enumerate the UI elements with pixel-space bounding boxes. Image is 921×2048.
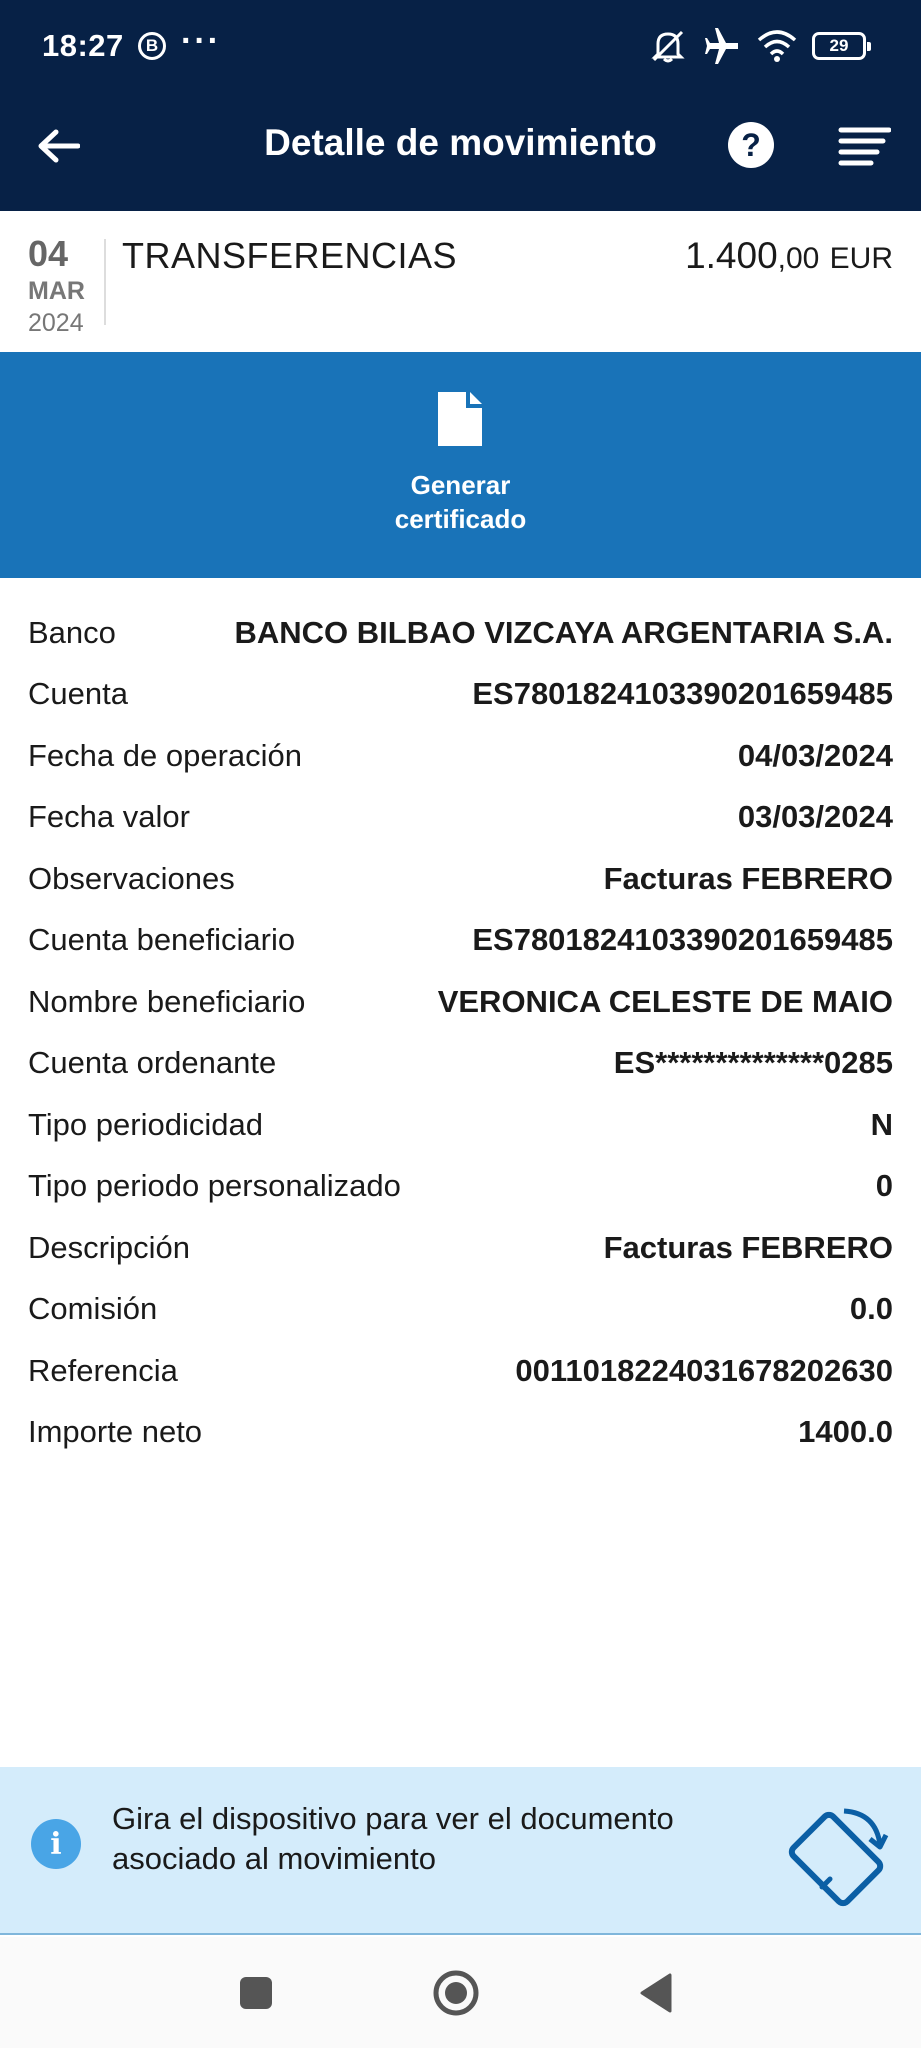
- app-header: [0, 92, 921, 211]
- detail-value: 04/03/2024: [737, 737, 893, 773]
- date-month: MAR: [28, 277, 85, 305]
- date-year: 2024: [28, 309, 84, 337]
- square-icon: [238, 1975, 274, 2011]
- amount-decimals: ,00: [777, 242, 820, 275]
- rotate-device-icon: [778, 1797, 894, 1913]
- status-bar: [0, 0, 921, 92]
- info-line-2: asociado al movimiento: [112, 1841, 436, 1876]
- detail-row-cuenta-beneficiario: [0, 910, 921, 972]
- generate-certificate-label: [0, 468, 921, 536]
- menu-icon[interactable]: [835, 124, 891, 168]
- triangle-back-icon: [636, 1973, 676, 2013]
- airplane-icon: [702, 28, 742, 64]
- detail-value: ES7801824103390201659485: [472, 922, 893, 958]
- detail-value: 03/03/2024: [737, 799, 893, 835]
- info-icon: i: [31, 1819, 81, 1869]
- detail-value: N: [870, 1106, 893, 1142]
- detail-row-nombre-beneficiario: [0, 971, 921, 1033]
- detail-row-fecha-valor: [0, 787, 921, 849]
- document-icon: [436, 390, 484, 448]
- more-notifications-icon: ···: [181, 22, 221, 60]
- detail-value: ES7801824103390201659485: [472, 676, 893, 712]
- battery-icon: 29: [812, 32, 866, 60]
- detail-value: 0.0: [849, 1291, 893, 1327]
- detail-row-observaciones: [0, 848, 921, 910]
- detail-value: BANCO BILBAO VIZCAYA ARGENTARIA S.A.: [234, 614, 893, 650]
- home-button[interactable]: [430, 1967, 482, 2019]
- wifi-icon: [756, 28, 798, 64]
- detail-value: 0: [875, 1168, 893, 1204]
- amount-currency: EUR: [829, 242, 893, 275]
- detail-label: Cuenta beneficiario: [28, 922, 296, 958]
- mute-icon: [648, 28, 688, 64]
- detail-label: Banco: [28, 614, 116, 650]
- detail-label: Comisión: [28, 1291, 158, 1327]
- detail-label: Importe neto: [28, 1414, 203, 1450]
- date-day: 04: [28, 233, 69, 274]
- detail-row-tipo-periodicidad: [0, 1094, 921, 1156]
- detail-row-descripcion: [0, 1217, 921, 1279]
- detail-label: Cuenta ordenante: [28, 1045, 277, 1081]
- amount-integer: 1.400: [685, 235, 778, 276]
- back-nav-button[interactable]: [630, 1967, 682, 2019]
- top-bar: [0, 0, 921, 211]
- system-navigation-bar: [0, 1937, 921, 2048]
- detail-value: ES**************0285: [613, 1045, 893, 1081]
- divider: [104, 239, 106, 325]
- detail-row-tipo-periodo-personalizado: [0, 1156, 921, 1218]
- detail-value: 1400.0: [798, 1414, 893, 1450]
- detail-row-banco: [0, 602, 921, 664]
- detail-label: Observaciones: [28, 860, 235, 896]
- rotate-device-banner: [0, 1767, 921, 1935]
- detail-label: Descripción: [28, 1229, 190, 1265]
- page-title: Detalle de movimiento: [264, 122, 657, 163]
- detail-label: Fecha de operación: [28, 737, 303, 773]
- movement-summary: [0, 211, 921, 352]
- detail-label: Cuenta: [28, 676, 128, 712]
- detail-label: Nombre beneficiario: [28, 983, 306, 1019]
- detail-value: Facturas FEBRERO: [603, 860, 893, 896]
- detail-row-comision: [0, 1279, 921, 1341]
- detail-label: Tipo periodo personalizado: [28, 1168, 401, 1204]
- home-circle-icon: [432, 1969, 480, 2017]
- movement-details: [0, 602, 921, 1463]
- b-notification-icon: B: [138, 32, 166, 60]
- movement-concept: TRANSFERENCIAS: [122, 235, 458, 276]
- detail-row-cuenta-ordenante: [0, 1033, 921, 1095]
- info-line-1: Gira el dispositivo para ver el documento: [112, 1801, 674, 1836]
- detail-label: Referencia: [28, 1352, 178, 1388]
- detail-row-importe-neto: [0, 1402, 921, 1464]
- generate-certificate-button[interactable]: [0, 352, 921, 578]
- rotate-device-message: [112, 1799, 752, 1879]
- detail-value: VERONICA CELESTE DE MAIO: [437, 983, 893, 1019]
- recent-apps-button[interactable]: [230, 1967, 282, 2019]
- detail-row-fecha-operacion: [0, 725, 921, 787]
- certificate-label-line1: Generar: [410, 470, 511, 500]
- detail-label: Tipo periodicidad: [28, 1106, 263, 1142]
- help-button[interactable]: ?: [728, 122, 774, 168]
- movement-date: [28, 235, 104, 339]
- detail-value: Facturas FEBRERO: [603, 1229, 893, 1265]
- movement-amount: [685, 235, 893, 277]
- status-icons: [648, 28, 866, 64]
- detail-label: Fecha valor: [28, 799, 190, 835]
- status-time: 18:27: [42, 28, 124, 63]
- detail-value: 00110182240316782026​30: [515, 1352, 893, 1388]
- detail-row-cuenta: [0, 664, 921, 726]
- detail-row-referencia: [0, 1340, 921, 1402]
- certificate-label-line2: certificado: [394, 504, 527, 534]
